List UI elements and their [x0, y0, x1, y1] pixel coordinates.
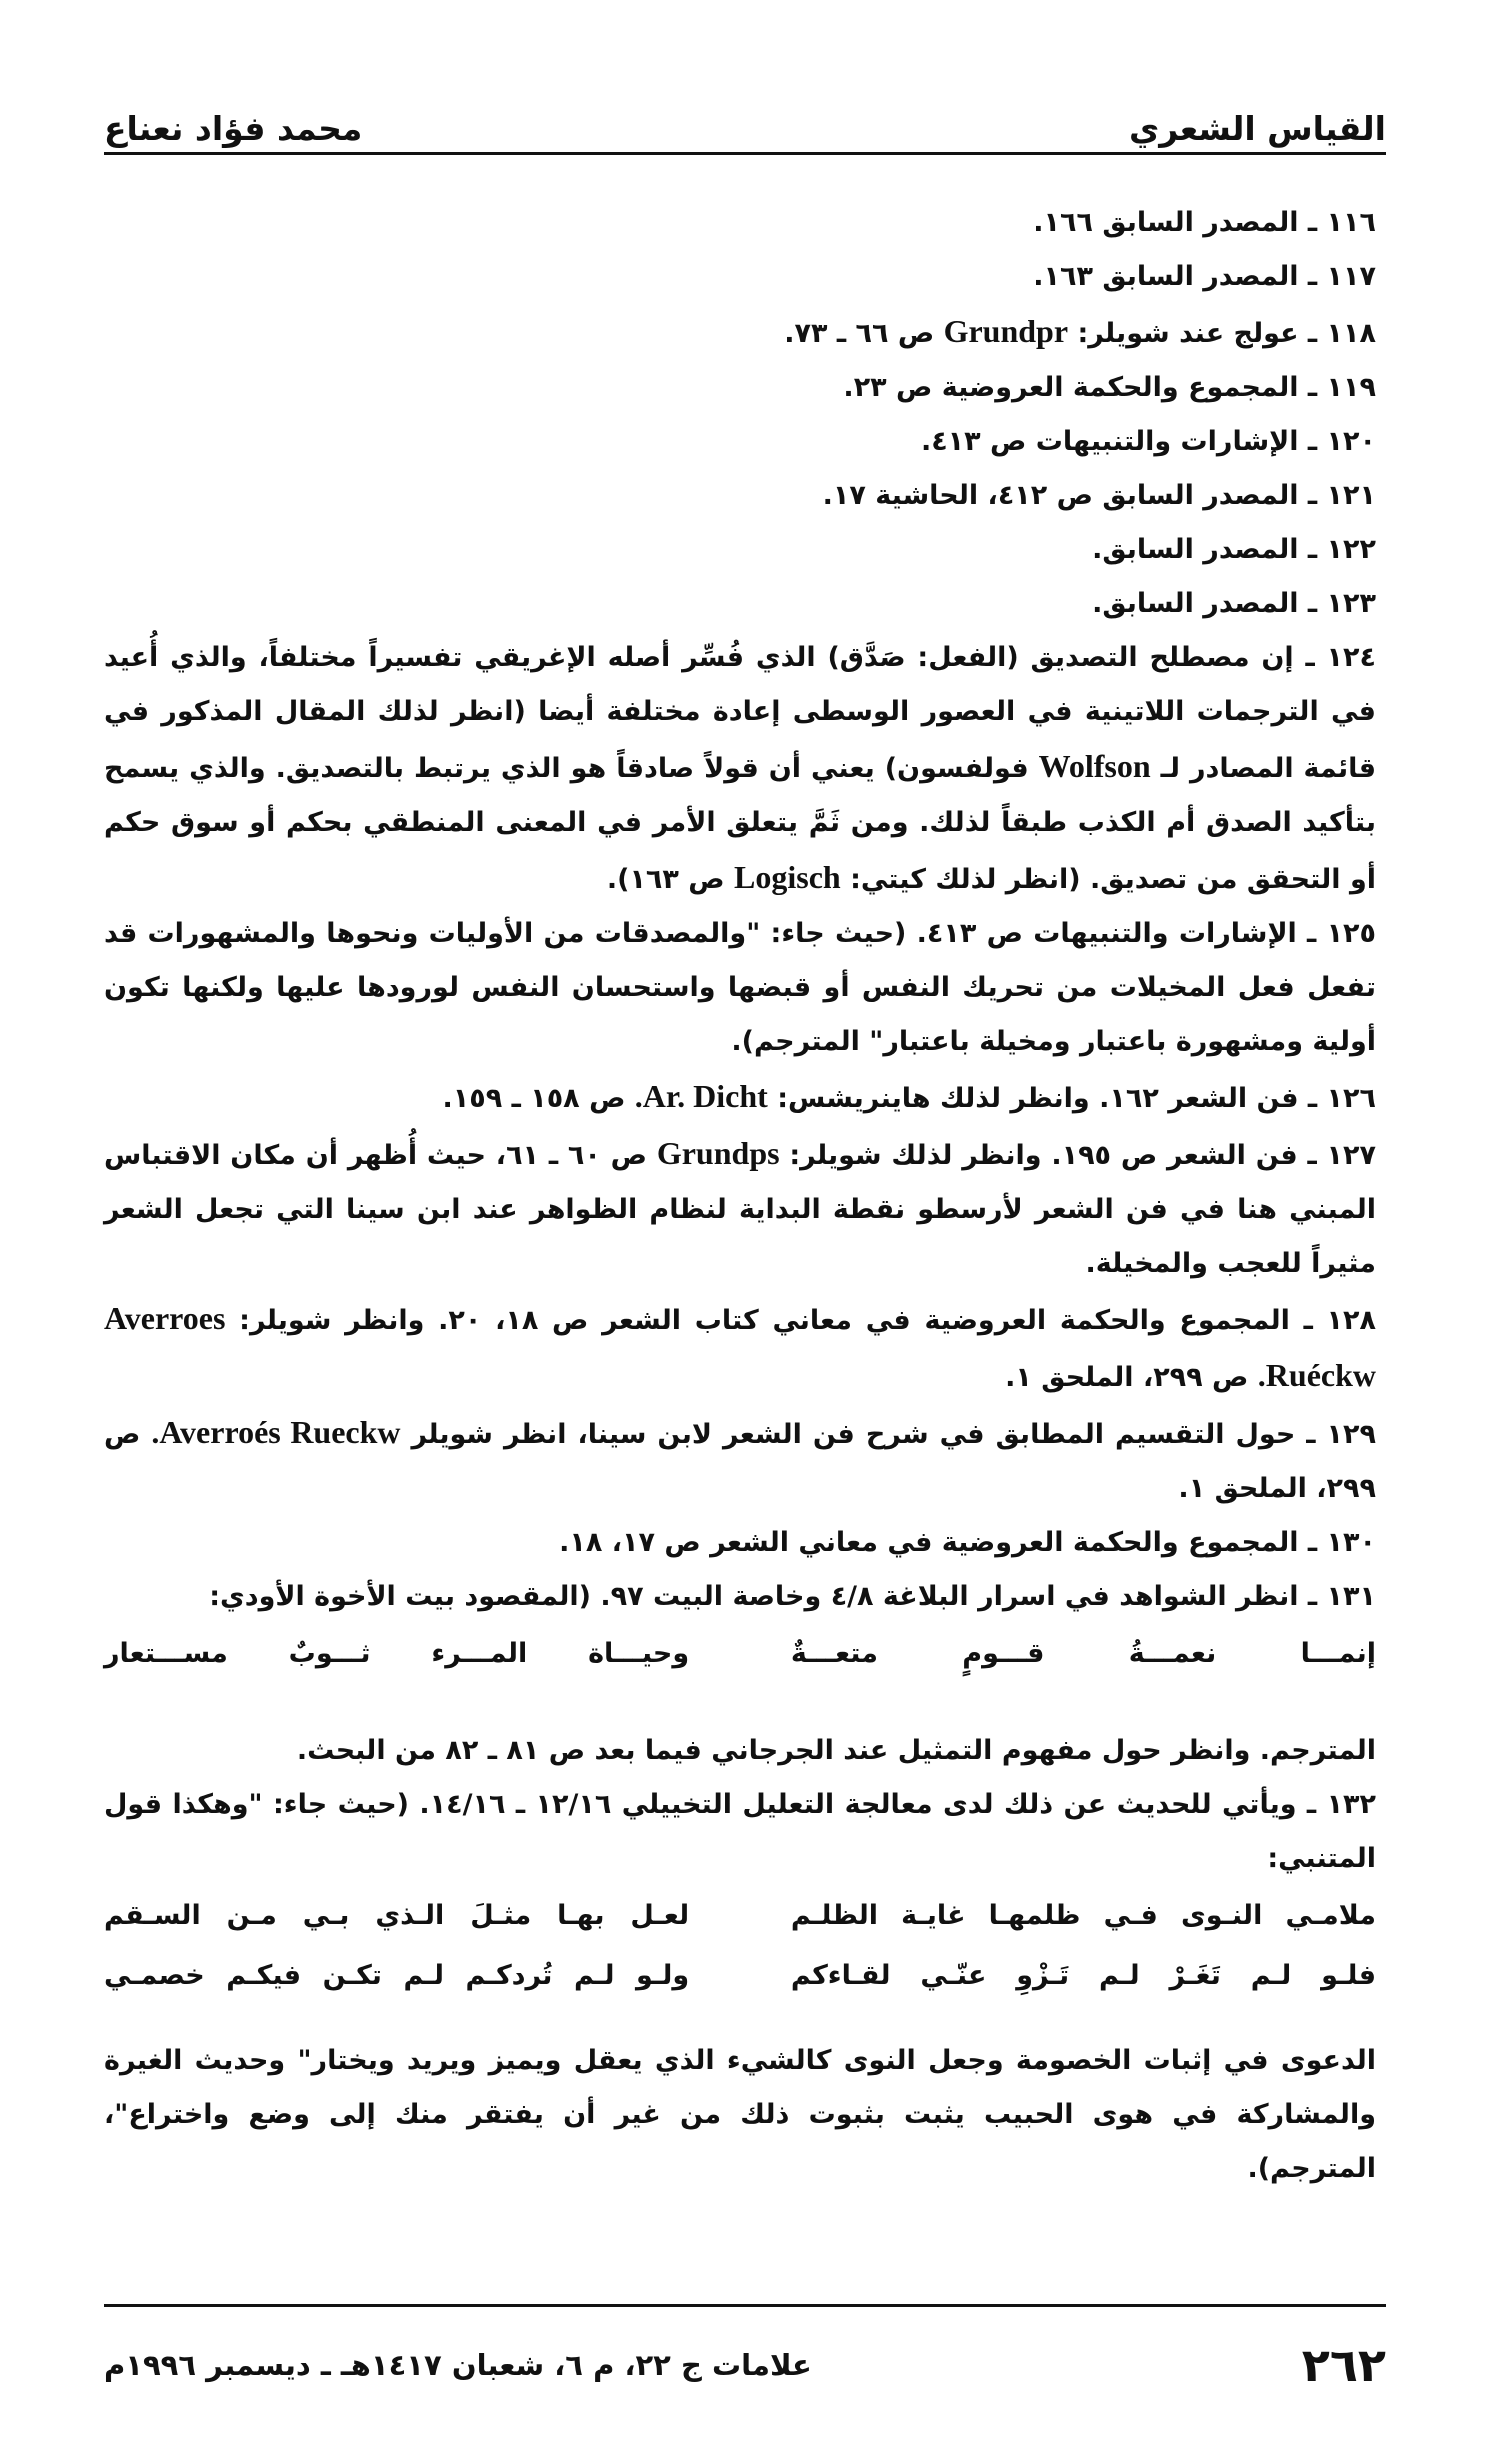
footnote-125: ١٢٥ ـ الإشارات والتنبيهات ص ٤١٣. (حيث جاء: "والمصدقات من الأوليات ونحوها والمشهورات قد تفعل فعل المخيلات من تحريك النفس أو قبضها واستحسان النفس لورودها عليها ولكنها تكون أولية ومشهورة باعتبار ومخيلة باعتبار" المترجم).	[104, 918, 1377, 1057]
footnote-text: ١٢٧ ـ فن الشعر ص ١٩٥. وانظر لذلك شويلر:	[779, 1140, 1376, 1171]
footnote-121: ١٢١ ـ المصدر السابق ص ٤١٢، الحاشية ١٧.	[822, 480, 1376, 511]
verse-first-hemistich: ملامـي النـوى فـي ظلمهـا غايـة الظلـم	[790, 1900, 1376, 1931]
verse-second-hemistich: لعـل بهـا مثـلَ الـذي بـي مـن السـقم	[104, 1900, 690, 1931]
footnote-text: ص ٦٠ ـ ٦١، حيث أُظهر أن مكان الاقتباس المبني هنا في فن الشعر لأرسطو نقطة البداية لنظام الظواهر عند ابن سينا التي تجعل الشعر مثيراً للعجب والمخيلة.	[104, 1140, 1376, 1279]
latin-reference: Grundpr	[943, 313, 1069, 349]
verse-first-hemistich: إنمـــا نعمـــةُ قـــومٍ متعـــةٌ	[790, 1638, 1376, 1669]
verse-line	[104, 1946, 1376, 2006]
verse-line	[104, 1886, 1376, 1946]
header-divider	[104, 152, 1386, 155]
page-number: ٢٦٢	[1301, 2338, 1386, 2392]
footnote-117: ١١٧ ـ المصدر السابق ١٦٣.	[1033, 261, 1376, 292]
footnotes	[104, 196, 1376, 2196]
footnote-118	[104, 304, 1376, 361]
spacer	[104, 1684, 1376, 1724]
verse-line	[104, 1624, 1376, 1684]
journal-citation: علامات ج ٢٢، م ٦، شعبان ١٤١٧هـ ـ ديسمبر ١٩٩٦م	[104, 2348, 812, 2382]
footnote-text: ص ١٦٣).	[606, 864, 735, 895]
footnote-124	[104, 631, 1376, 907]
footnote-text: ص ١٥٨ ـ ١٥٩.	[442, 1083, 635, 1114]
running-footer	[104, 2338, 1386, 2392]
footnote-text: ١٢٤ ـ إن مصطلح التصديق (الفعل: صَدَّق) الذي فُسِّر أصله الإغريقي تفسيراً مختلفاً، والذي أُعيد في الترجمات اللاتينية في العصور الوسطى إعادة مختلفة أيضا (انظر لذلك المقال المذكور في قائمة المصادر لـ	[104, 642, 1376, 784]
footnote-116: ١١٦ ـ المصدر السابق ١٦٦.	[1033, 207, 1376, 238]
verse-second-hemistich: وحيـــاة المـــرء ثـــوبٌ مســـتعار	[104, 1638, 690, 1669]
footnote-123: ١٢٣ ـ المصدر السابق.	[1092, 588, 1376, 619]
latin-reference: Ar. Dicht.	[634, 1078, 768, 1114]
footnote-132: ١٣٢ ـ ويأتي للحديث عن ذلك لدى معالجة التعليل التخييلي ١٢/١٦ ـ ١٤/١٦. (حيث جاء: "وهكذا قول المتنبي:	[104, 1789, 1377, 1874]
footnote-130: ١٣٠ ـ المجموع والحكمة العروضية في معاني الشعر ص ١٧، ١٨.	[559, 1527, 1376, 1558]
latin-reference: Averroés Rueckw.	[151, 1414, 401, 1450]
footnote-120: ١٢٠ ـ الإشارات والتنبيهات ص ٤١٣.	[920, 426, 1376, 457]
footnote-text: ص ٢٩٩، الملحق ١.	[104, 1419, 1376, 1504]
footnote-132-continuation: الدعوى في إثبات الخصومة وجعل النوى كالشيء الذي يعقل ويميز ويريد ويختار" وحديث الغيرة والمشاركة في هوى الحبيب يثبت بثبوت ذلك من غير أن يفتقر منك إلى وضع واختراع"، المترجم).	[104, 2045, 1376, 2184]
footnote-text: ١٢٨ ـ المجموع والحكمة العروضية في معاني كتاب الشعر ص ١٨، ٢٠. وانظر شويلر:	[225, 1305, 1376, 1336]
footnote-131-continuation: المترجم. وانظر حول مفهوم التمثيل عند الجرجاني فيما بعد ص ٨١ ـ ٨٢ من البحث.	[296, 1735, 1376, 1766]
footnote-text: ١٢٦ ـ فن الشعر ١٦٢. وانظر لذلك هاينريشس:	[767, 1083, 1376, 1114]
latin-reference: Wolfson	[1038, 748, 1151, 784]
verse-second-hemistich: ولـو لـم تُردكـم لـم تكـن فيكـم خصمـي	[104, 1960, 690, 1991]
spacer	[104, 2006, 1376, 2034]
latin-reference: Grundps	[656, 1135, 780, 1171]
footnote-126	[104, 1069, 1376, 1126]
running-header	[104, 88, 1386, 148]
latin-reference: Averroes Ruéckw.	[104, 1300, 1376, 1393]
footnote-122: ١٢٢ ـ المصدر السابق.	[1092, 534, 1376, 565]
header-author: محمد فؤاد نعناع	[104, 109, 363, 148]
footnote-127	[104, 1126, 1376, 1291]
footnote-text: ١١٨ ـ عولج عند شويلر:	[1068, 318, 1376, 349]
verse-first-hemistich: فلـو لـم تَغَـرْ لـم تَـزْوِ عنّـي لقـاءكم	[790, 1960, 1376, 1991]
footnote-129	[104, 1405, 1376, 1516]
latin-reference: Logisch	[734, 859, 841, 895]
footnote-128	[104, 1291, 1376, 1405]
footnote-text: ص ٢٩٩، الملحق ١.	[1005, 1362, 1258, 1393]
footnote-131: ١٣١ ـ انظر الشواهد في اسرار البلاغة ٤/٨ وخاصة البيت ٩٧. (المقصود بيت الأخوة الأودي:	[209, 1581, 1376, 1612]
footnote-text: ص ٦٦ ـ ٧٣.	[784, 318, 944, 349]
footnote-text: فولفسون) يعني أن قولاً صادقاً هو الذي يرتبط بالتصديق. والذي يسمح بتأكيد الصدق أم الكذب طبقاً لذلك. ومن ثَمَّ يتعلق الأمر في المعنى المنطقي بحكم أو سوق حكم أو التحقق من تصديق. (انظر لذلك كيتي:	[104, 753, 1376, 895]
footnote-119: ١١٩ ـ المجموع والحكمة العروضية ص ٢٣.	[843, 372, 1376, 403]
footer-divider	[104, 2304, 1386, 2307]
header-title: القياس الشعري	[1128, 109, 1386, 148]
footnote-text: ١٢٩ ـ حول التقسيم المطابق في شرح فن الشعر لابن سينا، انظر شويلر	[400, 1419, 1376, 1450]
